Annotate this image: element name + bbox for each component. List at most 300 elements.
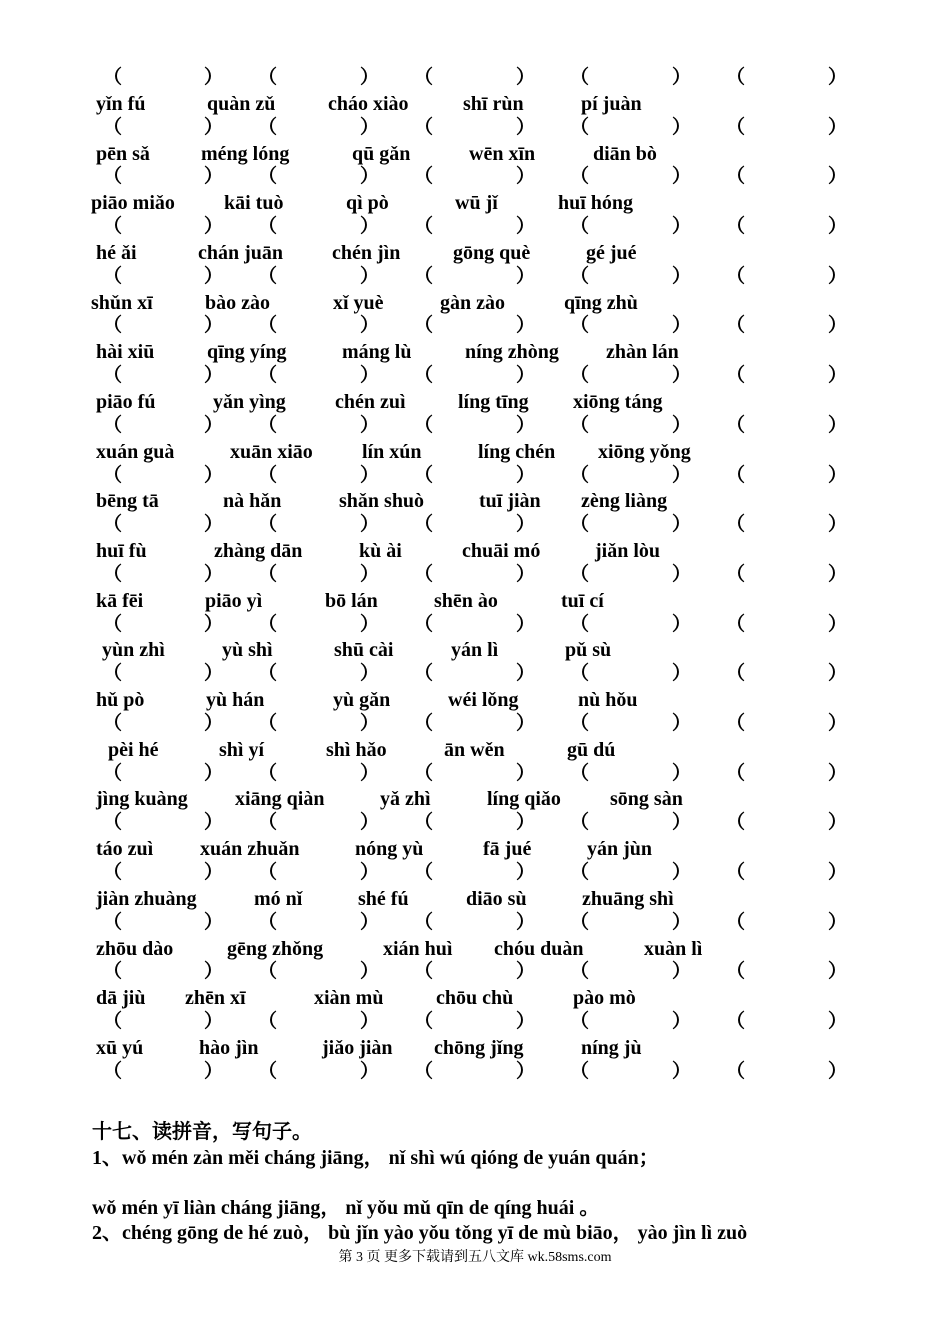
close-bracket: ） bbox=[360, 1060, 380, 1082]
open-bracket: （ bbox=[103, 414, 123, 436]
pinyin-word: yù shì bbox=[222, 639, 273, 662]
pinyin-word: chōng jǐng bbox=[434, 1036, 524, 1059]
close-bracket: ） bbox=[672, 911, 692, 933]
pinyin-word: jiǎo jiàn bbox=[322, 1036, 393, 1059]
close-bracket: ） bbox=[204, 712, 224, 734]
open-bracket: （ bbox=[258, 464, 278, 486]
close-bracket: ） bbox=[828, 762, 848, 784]
open-bracket: （ bbox=[103, 265, 123, 287]
answer-bracket-row bbox=[0, 265, 950, 290]
close-bracket: ） bbox=[516, 563, 536, 585]
pinyin-word: quàn zǔ bbox=[207, 92, 276, 115]
pinyin-word: yǐn fú bbox=[96, 92, 146, 115]
open-bracket: （ bbox=[414, 414, 434, 436]
close-bracket: ） bbox=[828, 464, 848, 486]
open-bracket: （ bbox=[414, 265, 434, 287]
answer-bracket-row bbox=[0, 414, 950, 439]
close-bracket: ） bbox=[516, 414, 536, 436]
open-bracket: （ bbox=[103, 315, 123, 337]
open-bracket: （ bbox=[570, 116, 590, 138]
open-bracket: （ bbox=[414, 1011, 434, 1033]
close-bracket: ） bbox=[204, 414, 224, 436]
open-bracket: （ bbox=[726, 67, 746, 88]
open-bracket: （ bbox=[570, 762, 590, 784]
open-bracket: （ bbox=[414, 67, 434, 88]
close-bracket: ） bbox=[516, 116, 536, 138]
pinyin-word: xián huì bbox=[383, 937, 453, 960]
pinyin-word: lín xún bbox=[362, 440, 422, 463]
answer-bracket-row bbox=[0, 613, 950, 638]
open-bracket: （ bbox=[258, 116, 278, 138]
pinyin-word: qì pò bbox=[346, 192, 389, 215]
open-bracket: （ bbox=[726, 414, 746, 436]
close-bracket: ） bbox=[672, 166, 692, 188]
pinyin-row bbox=[0, 141, 950, 166]
open-bracket: （ bbox=[258, 67, 278, 88]
close-bracket: ） bbox=[672, 67, 692, 88]
open-bracket: （ bbox=[414, 216, 434, 238]
pinyin-word: chōu chù bbox=[436, 987, 514, 1010]
open-bracket: （ bbox=[258, 563, 278, 585]
pinyin-word: xiāng qiàn bbox=[235, 788, 325, 811]
close-bracket: ） bbox=[204, 67, 224, 88]
open-bracket: （ bbox=[726, 812, 746, 834]
pinyin-row bbox=[0, 836, 950, 861]
close-bracket: ） bbox=[516, 1060, 536, 1082]
open-bracket: （ bbox=[570, 464, 590, 486]
close-bracket: ） bbox=[828, 116, 848, 138]
pinyin-word: yù gǎn bbox=[333, 689, 391, 712]
pinyin-row bbox=[0, 439, 950, 464]
open-bracket: （ bbox=[103, 862, 123, 883]
close-bracket: ） bbox=[360, 712, 380, 734]
pinyin-word: xuān xiāo bbox=[230, 440, 313, 463]
open-bracket: （ bbox=[258, 514, 278, 536]
pinyin-word: sōng sàn bbox=[610, 788, 683, 811]
answer-bracket-row bbox=[0, 116, 950, 141]
close-bracket: ） bbox=[828, 812, 848, 834]
pinyin-word: pǔ sù bbox=[565, 639, 612, 662]
open-bracket: （ bbox=[414, 315, 434, 337]
pinyin-word: nù hǒu bbox=[578, 689, 638, 712]
close-bracket: ） bbox=[672, 1011, 692, 1033]
pinyin-word: shé fú bbox=[358, 887, 409, 910]
pinyin-word: yǎ zhì bbox=[380, 788, 431, 811]
close-bracket: ） bbox=[204, 961, 224, 983]
close-bracket: ） bbox=[672, 762, 692, 784]
answer-bracket-row bbox=[0, 712, 950, 737]
pinyin-word: máng lù bbox=[342, 341, 412, 364]
open-bracket: （ bbox=[414, 1060, 434, 1082]
pinyin-word: zhōu dào bbox=[96, 937, 174, 960]
pinyin-row bbox=[0, 488, 950, 513]
open-bracket: （ bbox=[103, 216, 123, 238]
answer-bracket-row bbox=[0, 811, 950, 836]
pinyin-row bbox=[0, 339, 950, 364]
pinyin-word: chén jìn bbox=[332, 241, 401, 264]
open-bracket: （ bbox=[570, 166, 590, 188]
close-bracket: ） bbox=[828, 166, 848, 188]
pinyin-word: gōng què bbox=[453, 241, 531, 264]
pinyin-word: dā jiù bbox=[96, 987, 146, 1010]
close-bracket: ） bbox=[204, 862, 224, 883]
open-bracket: （ bbox=[726, 116, 746, 138]
pinyin-word: yùn zhì bbox=[102, 639, 165, 662]
open-bracket: （ bbox=[103, 712, 123, 734]
sentence-line-1: 1、wǒ mén zàn měi cháng jiāng， nǐ shì wú qióng de yuán quán； bbox=[92, 1147, 659, 1169]
open-bracket: （ bbox=[570, 67, 590, 88]
open-bracket: （ bbox=[414, 712, 434, 734]
close-bracket: ） bbox=[516, 762, 536, 784]
answer-bracket-row bbox=[0, 314, 950, 339]
pinyin-word: jiàn zhuàng bbox=[96, 887, 197, 910]
close-bracket: ） bbox=[672, 265, 692, 287]
close-bracket: ） bbox=[360, 365, 380, 387]
close-bracket: ） bbox=[828, 315, 848, 337]
close-bracket: ） bbox=[672, 663, 692, 685]
pinyin-word: qīng yíng bbox=[207, 341, 287, 364]
close-bracket: ） bbox=[360, 762, 380, 784]
open-bracket: （ bbox=[726, 663, 746, 685]
close-bracket: ） bbox=[672, 961, 692, 983]
pinyin-word: diān bò bbox=[593, 142, 657, 165]
pinyin-word: zhàn lán bbox=[606, 341, 679, 364]
pinyin-word: bào zào bbox=[205, 291, 270, 314]
pinyin-word: xiōng yǒng bbox=[598, 440, 691, 463]
open-bracket: （ bbox=[414, 514, 434, 536]
open-bracket: （ bbox=[258, 663, 278, 685]
pinyin-word: chén zuì bbox=[335, 390, 406, 413]
pinyin-word: zhuāng shì bbox=[582, 887, 674, 910]
section-heading: 十七、读拼音，写句子。 bbox=[92, 1121, 312, 1143]
pinyin-word: fā jué bbox=[483, 838, 532, 861]
open-bracket: （ bbox=[103, 464, 123, 486]
close-bracket: ） bbox=[672, 1060, 692, 1082]
answer-bracket-row bbox=[0, 1060, 950, 1085]
pinyin-word: hài xiū bbox=[96, 341, 155, 364]
close-bracket: ） bbox=[828, 911, 848, 933]
pinyin-word: shì yí bbox=[219, 738, 265, 761]
pinyin-word: méng lóng bbox=[201, 142, 290, 165]
pinyin-word: hé ǎi bbox=[96, 241, 137, 264]
pinyin-word: nà hǎn bbox=[223, 490, 282, 513]
pinyin-row bbox=[0, 985, 950, 1010]
pinyin-word: xǐ yuè bbox=[333, 291, 384, 314]
open-bracket: （ bbox=[570, 365, 590, 387]
pinyin-row bbox=[0, 687, 950, 712]
open-bracket: （ bbox=[414, 663, 434, 685]
close-bracket: ） bbox=[516, 514, 536, 536]
open-bracket: （ bbox=[570, 563, 590, 585]
pinyin-word: níng jù bbox=[581, 1036, 642, 1059]
pinyin-word: piāo miǎo bbox=[91, 192, 175, 215]
open-bracket: （ bbox=[570, 862, 590, 883]
close-bracket: ） bbox=[360, 862, 380, 883]
pinyin-row bbox=[0, 588, 950, 613]
open-bracket: （ bbox=[570, 812, 590, 834]
close-bracket: ） bbox=[360, 961, 380, 983]
close-bracket: ） bbox=[360, 315, 380, 337]
pinyin-word: mó nǐ bbox=[254, 887, 303, 910]
pinyin-word: huī fù bbox=[96, 540, 147, 563]
answer-bracket-row bbox=[0, 960, 950, 985]
pinyin-word: tuī cí bbox=[561, 589, 604, 612]
close-bracket: ） bbox=[672, 812, 692, 834]
pinyin-word: pèi hé bbox=[108, 738, 159, 761]
pinyin-word: diāo sù bbox=[466, 887, 527, 910]
pinyin-word: bō lán bbox=[325, 589, 378, 612]
close-bracket: ） bbox=[204, 1011, 224, 1033]
page-footer: 第 3 页 更多下载请到五八文库 wk.58sms.com bbox=[338, 1250, 612, 1265]
open-bracket: （ bbox=[103, 1060, 123, 1082]
open-bracket: （ bbox=[103, 812, 123, 834]
pinyin-word: huī hóng bbox=[558, 192, 634, 215]
close-bracket: ） bbox=[516, 216, 536, 238]
pinyin-row bbox=[0, 389, 950, 414]
open-bracket: （ bbox=[414, 812, 434, 834]
close-bracket: ） bbox=[672, 613, 692, 635]
open-bracket: （ bbox=[103, 663, 123, 685]
pinyin-word: bēng tā bbox=[96, 490, 159, 513]
close-bracket: ） bbox=[204, 563, 224, 585]
pinyin-word: shì hǎo bbox=[326, 738, 387, 761]
pinyin-grid bbox=[0, 66, 950, 1085]
pinyin-word: pēn sǎ bbox=[96, 142, 150, 165]
pinyin-word: jìng kuàng bbox=[96, 788, 188, 811]
open-bracket: （ bbox=[258, 911, 278, 933]
close-bracket: ） bbox=[516, 265, 536, 287]
open-bracket: （ bbox=[570, 265, 590, 287]
pinyin-word: xiōng táng bbox=[573, 390, 663, 413]
close-bracket: ） bbox=[360, 812, 380, 834]
open-bracket: （ bbox=[726, 216, 746, 238]
close-bracket: ） bbox=[360, 414, 380, 436]
open-bracket: （ bbox=[103, 563, 123, 585]
close-bracket: ） bbox=[204, 116, 224, 138]
close-bracket: ） bbox=[516, 1011, 536, 1033]
sentence-line-3: 2、chéng gōng de hé zuò， bù jǐn yào yǒu tǒng yī de mù biāo， yào jìn lì zuò bbox=[92, 1222, 748, 1244]
pinyin-row bbox=[0, 290, 950, 315]
close-bracket: ） bbox=[360, 663, 380, 685]
pinyin-word: wéi lǒng bbox=[448, 689, 519, 712]
open-bracket: （ bbox=[414, 365, 434, 387]
open-bracket: （ bbox=[414, 961, 434, 983]
close-bracket: ） bbox=[516, 464, 536, 486]
pinyin-word: xū yú bbox=[96, 1036, 144, 1059]
open-bracket: （ bbox=[726, 265, 746, 287]
close-bracket: ） bbox=[672, 514, 692, 536]
close-bracket: ） bbox=[360, 166, 380, 188]
open-bracket: （ bbox=[414, 116, 434, 138]
close-bracket: ） bbox=[828, 613, 848, 635]
open-bracket: （ bbox=[414, 862, 434, 883]
open-bracket: （ bbox=[570, 414, 590, 436]
open-bracket: （ bbox=[570, 216, 590, 238]
pinyin-row bbox=[0, 786, 950, 811]
open-bracket: （ bbox=[258, 414, 278, 436]
pinyin-row bbox=[0, 91, 950, 116]
pinyin-word: chuāi mó bbox=[462, 540, 541, 563]
open-bracket: （ bbox=[726, 961, 746, 983]
pinyin-word: gé jué bbox=[586, 241, 637, 264]
pinyin-word: xuán guà bbox=[96, 440, 175, 463]
pinyin-word: piāo fú bbox=[96, 390, 156, 413]
pinyin-word: líng qiǎo bbox=[487, 788, 561, 811]
close-bracket: ） bbox=[828, 862, 848, 883]
pinyin-word: piāo yì bbox=[205, 589, 263, 612]
answer-bracket-row bbox=[0, 911, 950, 936]
open-bracket: （ bbox=[258, 216, 278, 238]
pinyin-word: shǎn shuò bbox=[339, 490, 425, 513]
open-bracket: （ bbox=[726, 563, 746, 585]
pinyin-word: qīng zhù bbox=[564, 291, 638, 314]
pinyin-row bbox=[0, 886, 950, 911]
close-bracket: ） bbox=[204, 762, 224, 784]
open-bracket: （ bbox=[726, 464, 746, 486]
close-bracket: ） bbox=[672, 365, 692, 387]
pinyin-word: qū gǎn bbox=[352, 142, 411, 165]
close-bracket: ） bbox=[516, 862, 536, 883]
answer-bracket-row bbox=[0, 66, 950, 91]
pinyin-row bbox=[0, 737, 950, 762]
close-bracket: ） bbox=[672, 414, 692, 436]
open-bracket: （ bbox=[258, 613, 278, 635]
close-bracket: ） bbox=[360, 563, 380, 585]
open-bracket: （ bbox=[570, 514, 590, 536]
pinyin-word: zèng liàng bbox=[581, 490, 668, 513]
pinyin-word: hào jìn bbox=[199, 1036, 259, 1059]
open-bracket: （ bbox=[726, 712, 746, 734]
open-bracket: （ bbox=[570, 315, 590, 337]
close-bracket: ） bbox=[204, 166, 224, 188]
close-bracket: ） bbox=[204, 365, 224, 387]
pinyin-word: níng zhòng bbox=[465, 341, 559, 364]
open-bracket: （ bbox=[414, 464, 434, 486]
pinyin-word: zhàng dān bbox=[214, 540, 303, 563]
pinyin-word: yù hán bbox=[206, 689, 265, 712]
close-bracket: ） bbox=[672, 712, 692, 734]
open-bracket: （ bbox=[726, 762, 746, 784]
answer-bracket-row bbox=[0, 563, 950, 588]
pinyin-word: chóu duàn bbox=[494, 937, 584, 960]
close-bracket: ） bbox=[516, 67, 536, 88]
open-bracket: （ bbox=[258, 812, 278, 834]
pinyin-word: wēn xīn bbox=[469, 142, 536, 165]
pinyin-word: xuán zhuǎn bbox=[200, 838, 300, 861]
open-bracket: （ bbox=[103, 961, 123, 983]
open-bracket: （ bbox=[726, 1011, 746, 1033]
open-bracket: （ bbox=[258, 365, 278, 387]
close-bracket: ） bbox=[204, 216, 224, 238]
open-bracket: （ bbox=[258, 315, 278, 337]
answer-bracket-row bbox=[0, 464, 950, 489]
pinyin-word: zhēn xī bbox=[185, 987, 246, 1010]
open-bracket: （ bbox=[258, 712, 278, 734]
close-bracket: ） bbox=[828, 67, 848, 88]
open-bracket: （ bbox=[726, 166, 746, 188]
pinyin-word: pào mò bbox=[573, 987, 636, 1010]
close-bracket: ） bbox=[360, 216, 380, 238]
open-bracket: （ bbox=[570, 1060, 590, 1082]
open-bracket: （ bbox=[103, 911, 123, 933]
pinyin-word: gēng zhǒng bbox=[227, 937, 324, 960]
close-bracket: ） bbox=[828, 414, 848, 436]
pinyin-word: cháo xiào bbox=[328, 92, 409, 115]
close-bracket: ） bbox=[516, 911, 536, 933]
close-bracket: ） bbox=[516, 613, 536, 635]
open-bracket: （ bbox=[103, 67, 123, 88]
pinyin-word: wū jǐ bbox=[455, 192, 498, 215]
close-bracket: ） bbox=[828, 365, 848, 387]
answer-bracket-row bbox=[0, 215, 950, 240]
close-bracket: ） bbox=[516, 166, 536, 188]
pinyin-word: tuī jiàn bbox=[479, 490, 541, 513]
open-bracket: （ bbox=[103, 365, 123, 387]
pinyin-word: shēn ào bbox=[434, 589, 498, 612]
close-bracket: ） bbox=[516, 365, 536, 387]
answer-bracket-row bbox=[0, 165, 950, 190]
pinyin-word: líng tīng bbox=[458, 390, 529, 413]
close-bracket: ） bbox=[360, 67, 380, 88]
close-bracket: ） bbox=[516, 315, 536, 337]
answer-bracket-row bbox=[0, 662, 950, 687]
open-bracket: （ bbox=[258, 265, 278, 287]
pinyin-word: líng chén bbox=[478, 440, 556, 463]
answer-bracket-row bbox=[0, 861, 950, 886]
close-bracket: ） bbox=[828, 712, 848, 734]
pinyin-word: xiàn mù bbox=[314, 987, 384, 1010]
close-bracket: ） bbox=[828, 514, 848, 536]
pinyin-row bbox=[0, 190, 950, 215]
pinyin-word: yán jùn bbox=[587, 838, 653, 861]
pinyin-word: nóng yù bbox=[355, 838, 424, 861]
open-bracket: （ bbox=[103, 762, 123, 784]
pinyin-word: yǎn yìng bbox=[213, 390, 286, 413]
close-bracket: ） bbox=[672, 862, 692, 883]
close-bracket: ） bbox=[516, 712, 536, 734]
close-bracket: ） bbox=[204, 812, 224, 834]
open-bracket: （ bbox=[570, 1011, 590, 1033]
pinyin-row bbox=[0, 936, 950, 961]
close-bracket: ） bbox=[204, 514, 224, 536]
close-bracket: ） bbox=[360, 265, 380, 287]
close-bracket: ） bbox=[672, 116, 692, 138]
open-bracket: （ bbox=[414, 563, 434, 585]
close-bracket: ） bbox=[360, 464, 380, 486]
close-bracket: ） bbox=[204, 464, 224, 486]
pinyin-word: gū dú bbox=[567, 738, 616, 761]
open-bracket: （ bbox=[414, 762, 434, 784]
close-bracket: ） bbox=[204, 315, 224, 337]
pinyin-row bbox=[0, 240, 950, 265]
open-bracket: （ bbox=[414, 166, 434, 188]
close-bracket: ） bbox=[204, 265, 224, 287]
close-bracket: ） bbox=[516, 663, 536, 685]
open-bracket: （ bbox=[103, 514, 123, 536]
open-bracket: （ bbox=[570, 961, 590, 983]
close-bracket: ） bbox=[360, 613, 380, 635]
close-bracket: ） bbox=[672, 464, 692, 486]
close-bracket: ） bbox=[828, 1011, 848, 1033]
pinyin-word: hǔ pò bbox=[96, 689, 145, 712]
open-bracket: （ bbox=[258, 862, 278, 883]
open-bracket: （ bbox=[726, 1060, 746, 1082]
open-bracket: （ bbox=[726, 862, 746, 883]
sentence-line-2: wǒ mén yī liàn cháng jiāng， nǐ yǒu mǔ qīn de qíng huái 。 bbox=[92, 1197, 600, 1219]
pinyin-word: ān wěn bbox=[444, 738, 505, 761]
open-bracket: （ bbox=[726, 514, 746, 536]
pinyin-word: kāi tuò bbox=[224, 192, 284, 215]
